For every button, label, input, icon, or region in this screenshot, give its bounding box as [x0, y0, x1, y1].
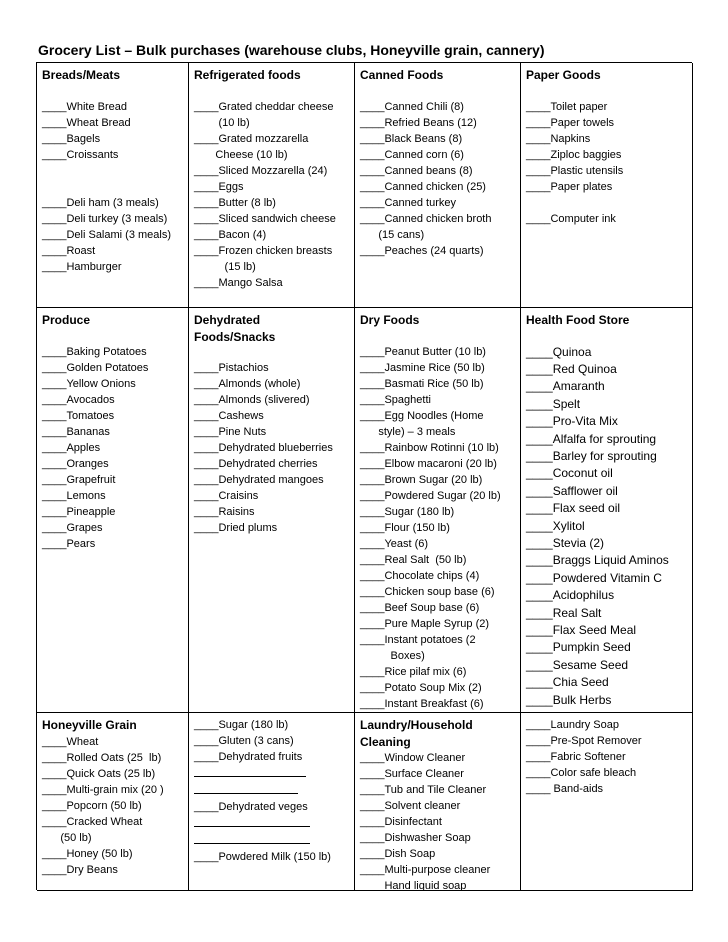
list-item: ____Grated cheddar cheese: [194, 100, 334, 113]
list-item: ____Wheat: [42, 735, 99, 748]
section-dehydrated: [189, 308, 355, 713]
list-item: style) – 3 meals: [360, 425, 456, 438]
list-item: ____Barley for sprouting: [526, 448, 657, 463]
list-item: ____Almonds (slivered): [194, 394, 310, 406]
section-honeyville: [37, 713, 189, 891]
section-title: Produce: [42, 313, 91, 327]
list-item: ____Popcorn (50 lb): [42, 799, 142, 812]
list-item: Cheese (10 lb): [194, 148, 288, 161]
list-item: ____Flax seed oil: [526, 501, 621, 516]
list-item: ____Egg Noodles (Home: [360, 409, 484, 422]
list-item: ____Sliced sandwich cheese: [194, 212, 336, 225]
list-item: ____Grapefruit: [42, 473, 116, 486]
list-item: ____Pine Nuts: [194, 426, 267, 438]
list-item: Boxes): [360, 649, 425, 662]
list-item: ____ Band-aids: [526, 783, 604, 795]
list-item: ____Spelt: [526, 396, 581, 411]
list-item: ____Spaghetti: [360, 393, 431, 406]
list-item: ____Peanut Butter (10 lb): [360, 345, 486, 358]
section-title: Health Food Store: [526, 313, 630, 327]
list-item: ____Cashews: [194, 410, 264, 422]
list-item: ____Paper plates: [526, 180, 613, 193]
list-item: ____Dishwasher Soap: [360, 832, 471, 844]
list-item: ____Toilet paper: [526, 100, 608, 113]
blank-line: [194, 765, 306, 777]
list-item: ____Laundry Soap: [526, 719, 619, 731]
list-item: ____Tub and Tile Cleaner: [360, 784, 487, 796]
list-item: ____Pineapple: [42, 505, 116, 518]
item-list: [360, 750, 516, 891]
item-list: [360, 99, 516, 259]
list-item: ____Bulk Herbs: [526, 692, 612, 707]
list-item: ____Dehydrated cherries: [194, 458, 318, 470]
item-list: [194, 360, 350, 536]
item-list: [42, 195, 184, 275]
blank-line: [194, 782, 298, 794]
list-item: ____Pears: [42, 537, 96, 550]
list-item: ____Tomatoes: [42, 409, 115, 422]
list-item: ____Beef Soup base (6): [360, 601, 480, 614]
list-item: ____Pre-Spot Remover: [526, 735, 642, 747]
list-item: ____Multi-purpose cleaner: [360, 864, 491, 876]
list-item: ____Acidophilus: [526, 588, 615, 603]
list-item: ____Dehydrated mangoes: [194, 474, 324, 486]
list-item: ____Apples: [42, 441, 101, 454]
list-item: ____Paper towels: [526, 116, 615, 129]
list-item: ____Chicken soup base (6): [360, 585, 495, 598]
item-list: [42, 99, 184, 163]
list-item: ____Quinoa: [526, 344, 592, 359]
list-item: ____Bacon (4): [194, 228, 267, 241]
list-item: ____Multi-grain mix (20 ): [42, 783, 164, 796]
list-item: ____Powdered Milk (150 lb): [194, 851, 331, 863]
list-item: ____Canned chicken (25): [360, 180, 486, 193]
list-item: ____Raisins: [194, 506, 255, 518]
list-item: (15 lb): [194, 260, 256, 273]
list-item: ____Powdered Sugar (20 lb): [360, 489, 501, 502]
list-item: ____Brown Sugar (20 lb): [360, 473, 483, 486]
list-item: ____Baking Potatoes: [42, 345, 147, 358]
blank-line: [194, 815, 310, 827]
list-item: ____Real Salt: [526, 605, 602, 620]
item-list: [194, 99, 350, 291]
list-item: ____Peaches (24 quarts): [360, 244, 484, 257]
list-item: ____Deli ham (3 meals): [42, 196, 159, 209]
list-item: ____White Bread: [42, 100, 127, 113]
item-list: [526, 344, 688, 710]
list-item: ____Instant potatoes (2: [360, 633, 476, 646]
list-item: ____Dehydrated veges: [194, 801, 308, 813]
section-title: Breads/Meats: [42, 68, 121, 82]
list-item: ____Butter (8 lb): [194, 196, 276, 209]
list-item: ____Pumpkin Seed: [526, 640, 631, 655]
list-item: ____Deli turkey (3 meals): [42, 212, 168, 225]
list-item: ____Braggs Liquid Aminos: [526, 553, 669, 568]
list-item: ____Potato Soup Mix (2): [360, 681, 482, 694]
list-item: ____Yeast (6): [360, 537, 429, 550]
list-item: ____Craisins: [194, 490, 259, 502]
list-item: ____Red Quinoa: [526, 361, 617, 376]
list-item: ____Avocados: [42, 393, 115, 406]
item-list: [42, 344, 184, 552]
list-item: ____Window Cleaner: [360, 752, 466, 764]
list-item: ____Roast: [42, 244, 96, 257]
list-item: ____Rice pilaf mix (6): [360, 665, 467, 678]
list-item: ____Yellow Onions: [42, 377, 136, 390]
list-item: ____Canned corn (6): [360, 148, 464, 161]
list-item: ____Honey (50 lb): [42, 847, 133, 860]
list-item: ____Canned beans (8): [360, 164, 473, 177]
list-item: ____Wheat Bread: [42, 116, 131, 129]
list-item: ____Sesame Seed: [526, 657, 629, 672]
list-item: ____Canned chicken broth: [360, 212, 492, 225]
section-dry: [355, 308, 521, 713]
list-item: ____Elbow macaroni (20 lb): [360, 457, 497, 470]
list-item: ____Quick Oats (25 lb): [42, 767, 156, 780]
section-title: Dehydrated Foods/Snacks: [194, 313, 276, 344]
list-item: ____Chia Seed: [526, 675, 609, 690]
item-list: [194, 849, 350, 865]
list-item: ____Croissants: [42, 148, 119, 161]
list-item: ____Flour (150 lb): [360, 521, 450, 534]
list-item: ____Sugar (180 lb): [360, 505, 455, 518]
list-item: ____Grated mozzarella: [194, 132, 309, 145]
list-item: ____Rainbow Rotinni (10 lb): [360, 441, 499, 454]
blank-lines: [194, 765, 350, 799]
item-list: [526, 717, 688, 797]
list-item: ____Frozen chicken breasts: [194, 244, 333, 257]
list-item: ____Oranges: [42, 457, 109, 470]
list-item: ____Canned Chili (8): [360, 100, 464, 113]
item-list: [194, 717, 350, 765]
list-item: ____Basmati Rice (50 lb): [360, 377, 484, 390]
section-laundry: [355, 713, 521, 891]
list-item: ____Jasmine Rice (50 lb): [360, 361, 485, 374]
list-item: ____Grapes: [42, 521, 103, 534]
section-canned: [355, 63, 521, 308]
list-item: ____Computer ink: [526, 212, 616, 225]
grocery-table: [36, 62, 692, 890]
list-item: ____Alfalfa for sprouting: [526, 431, 657, 446]
list-item: ____Flax Seed Meal: [526, 623, 637, 637]
list-item: ____Pro-Vita Mix: [526, 414, 618, 429]
section-title: Dry Foods: [360, 313, 420, 327]
list-item: ____Deli Salami (3 meals): [42, 228, 171, 241]
list-item: ____Xylitol: [526, 518, 585, 533]
list-item: ____Dehydrated fruits: [194, 751, 303, 763]
list-item: ____Napkins: [526, 132, 591, 145]
list-item: ____Chocolate chips (4): [360, 569, 480, 582]
list-item: ____Pistachios: [194, 362, 269, 374]
list-item: ____Almonds (whole): [194, 378, 301, 390]
list-item: ____Safflower oil: [526, 483, 618, 498]
section-misc: [189, 713, 355, 891]
list-item: ____Bananas: [42, 425, 110, 438]
list-item: ____Dry Beans: [42, 863, 118, 876]
section-title: Canned Foods: [360, 68, 444, 82]
list-item: ____Golden Potatoes: [42, 361, 149, 374]
list-item: ____Fabric Softener: [526, 751, 626, 763]
section-health: [521, 308, 693, 713]
list-item: ____Disinfectant: [360, 816, 442, 828]
section-household: [521, 713, 693, 891]
item-list: [42, 734, 184, 878]
list-item: ____Rolled Oats (25 lb): [42, 751, 162, 764]
list-item: ____Dish Soap: [360, 848, 436, 860]
list-item: ____Plastic utensils: [526, 164, 624, 177]
section-title: Laundry/Household Cleaning: [360, 718, 473, 749]
list-item: ____Pure Maple Syrup (2): [360, 617, 490, 630]
list-item: ____Cracked Wheat: [42, 815, 143, 828]
blank-line: [194, 832, 310, 844]
list-item: ____Hamburger: [42, 260, 122, 273]
list-item: ____Mango Salsa: [194, 276, 283, 289]
list-item: ____Lemons: [42, 489, 106, 502]
list-item: ____Sugar (180 lb): [194, 719, 289, 731]
list-item: ____Dehydrated blueberries: [194, 442, 333, 454]
list-item: (15 cans): [360, 228, 425, 241]
list-item: ____Refried Beans (12): [360, 116, 477, 129]
section-breads-meats: [37, 63, 189, 308]
list-item: ____Color safe bleach: [526, 767, 637, 779]
page-title: Grocery List – Bulk purchases (warehouse clubs, Honeyville grain, cannery): [38, 42, 545, 58]
list-item: ____Eggs: [194, 180, 244, 193]
section-title: Paper Goods: [526, 68, 601, 82]
blank-lines: [194, 815, 350, 849]
item-list: [526, 211, 688, 227]
list-item: (10 lb): [194, 116, 250, 129]
item-list: [360, 344, 516, 712]
section-title: Refrigerated foods: [194, 68, 301, 82]
item-list: [194, 799, 350, 815]
list-item: ____Amaranth: [526, 379, 605, 394]
list-item: ____Sliced Mozzarella (24): [194, 164, 328, 177]
section-paper: [521, 63, 693, 308]
list-item: ____Canned turkey: [360, 196, 457, 209]
list-item: ____Gluten (3 cans): [194, 735, 294, 747]
item-list: [526, 99, 688, 195]
section-refrigerated: [189, 63, 355, 308]
list-item: ____Real Salt (50 lb): [360, 553, 467, 566]
list-item: (50 lb): [42, 831, 92, 844]
list-item: ____Instant Breakfast (6): [360, 697, 484, 710]
section-title: Honeyville Grain: [42, 718, 137, 732]
list-item: ____Powdered Vitamin C: [526, 570, 662, 585]
list-item: ____Solvent cleaner: [360, 800, 461, 812]
section-produce: [37, 308, 189, 713]
list-item: ____Black Beans (8): [360, 132, 463, 145]
list-item: ____Bagels: [42, 132, 101, 145]
list-item: ____Coconut oil: [526, 466, 613, 481]
list-item: ____Dried plums: [194, 522, 278, 534]
list-item: ____Surface Cleaner: [360, 768, 464, 780]
list-item: ____Stevia (2): [526, 535, 605, 550]
list-item: ____Ziploc baggies: [526, 148, 622, 161]
list-item: ____Hand liquid soap: [360, 880, 467, 891]
